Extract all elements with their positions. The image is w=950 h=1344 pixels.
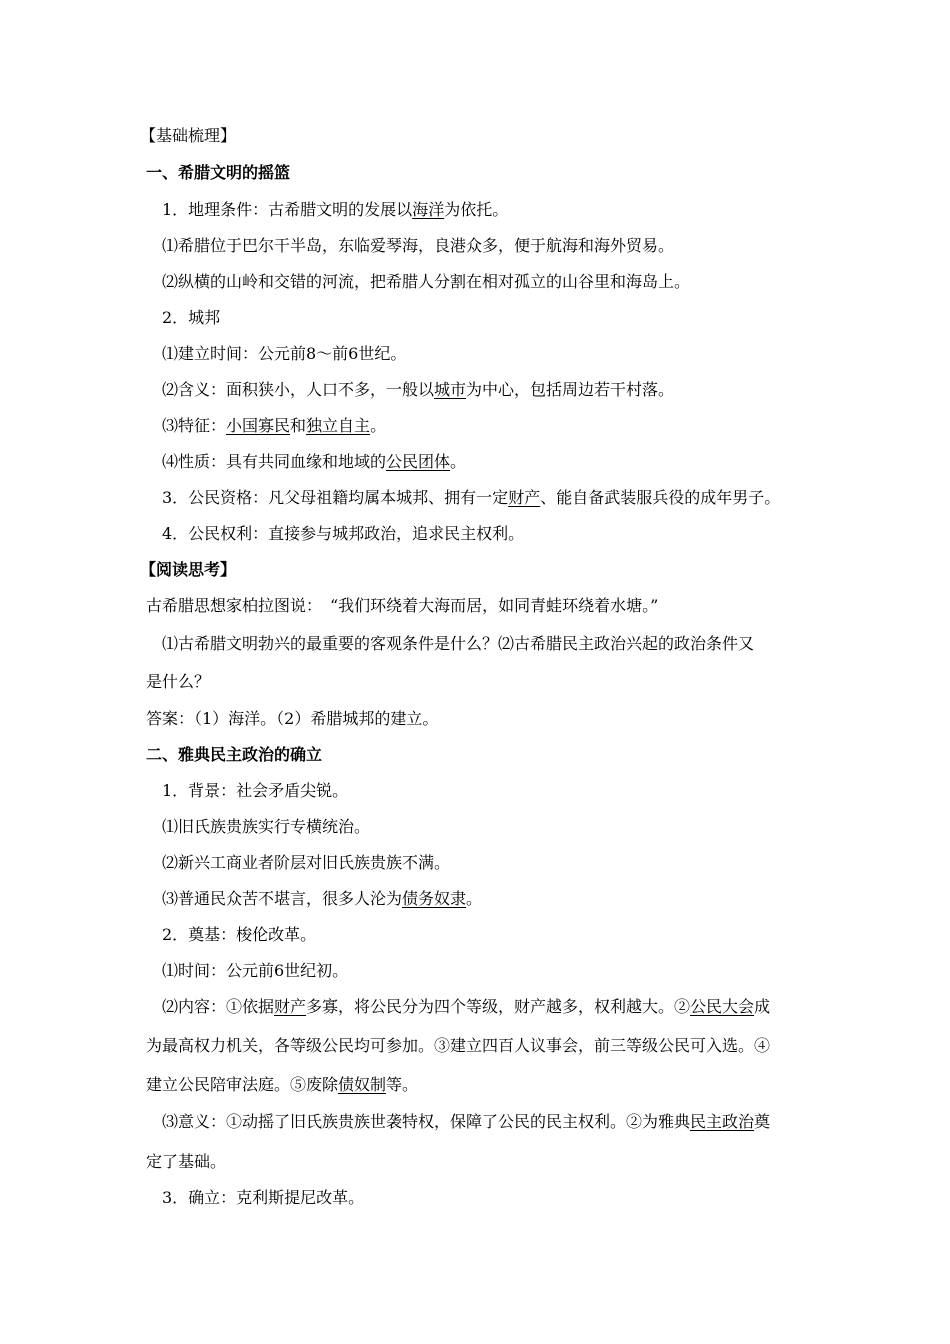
item-foundation-content-2: 为最高权力机关，各等级公民均可参加。③建立四百人议事会，前三等级公民可入选。④: [146, 1036, 771, 1055]
item-city-state: 2．城邦: [162, 308, 221, 327]
item-city-state-b: ⑵含义：面积狭小，人口不多，一般以城市为中心，包括周边若干村落。: [162, 380, 675, 399]
item-citizen-rights: 4．公民权利：直接参与城邦政治，追求民主权利。: [162, 524, 525, 543]
item-city-state-c: ⑶特征：小国寡民和独立自主。: [162, 416, 387, 435]
item-foundation-significance-2: 定了基础。: [146, 1152, 227, 1171]
item-foundation: 2．奠基：梭伦改革。: [162, 925, 317, 944]
item-foundation-content-1: ⑵内容：①依据财产多寡，将公民分为四个等级，财产越多，权利越大。②公民大会成: [162, 997, 771, 1016]
item-geography-a: ⑴希腊位于巴尔干半岛，东临爱琴海，良港众多，便于航海和海外贸易。: [162, 236, 675, 255]
answer: 答案：（1）海洋。（2）希腊城邦的建立。: [146, 709, 439, 728]
item-citizen-qualification: 3．公民资格：凡父母祖籍均属本城邦、拥有一定财产、能自备武装服兵役的成年男子。: [162, 488, 781, 507]
item-foundation-significance-1: ⑶意义：①动摇了旧氏族贵族世袭特权，保障了公民的民主权利。②为雅典民主政治奠: [162, 1112, 771, 1131]
item-geography-b: ⑵纵横的山岭和交错的河流，把希腊人分割在相对孤立的山谷里和海岛上。: [162, 272, 691, 291]
question-line-1: ⑴古希腊文明勃兴的最重要的客观条件是什么？⑵古希腊民主政治兴起的政治条件又: [162, 634, 755, 653]
item-background-b: ⑵新兴工商业者阶层对旧氏族贵族不满。: [162, 853, 451, 872]
item-city-state-d: ⑷性质：具有共同血缘和地域的公民团体。: [162, 452, 467, 471]
item-background: 1．背景：社会矛盾尖锐。: [162, 781, 349, 800]
item-establishment: 3．确立：克利斯提尼改革。: [162, 1188, 365, 1207]
item-geography: 1．地理条件：古希腊文明的发展以海洋为依托。: [162, 200, 509, 219]
section-header-reading: 【阅读思考】: [140, 560, 237, 579]
item-foundation-content-3: 建立公民陪审法庭。⑤废除债奴制等。: [146, 1075, 419, 1094]
plato-quote: 古希腊思想家柏拉图说： “我们环绕着大海而居，如同青蛙环绕着水塘。”: [146, 596, 659, 615]
item-foundation-time: ⑴时间：公元前6世纪初。: [162, 961, 349, 980]
heading-athens-democracy: 二、雅典民主政治的确立: [146, 745, 323, 764]
item-background-a: ⑴旧氏族贵族实行专横统治。: [162, 817, 371, 836]
heading-greek-cradle: 一、希腊文明的摇篮: [146, 163, 291, 182]
item-city-state-a: ⑴建立时间：公元前8～前6世纪。: [162, 344, 407, 363]
question-line-2: 是什么？: [146, 672, 211, 691]
section-header-basics: 【基础梳理】: [140, 126, 237, 145]
item-background-c: ⑶普通民众苦不堪言，很多人沦为债务奴隶。: [162, 889, 483, 908]
